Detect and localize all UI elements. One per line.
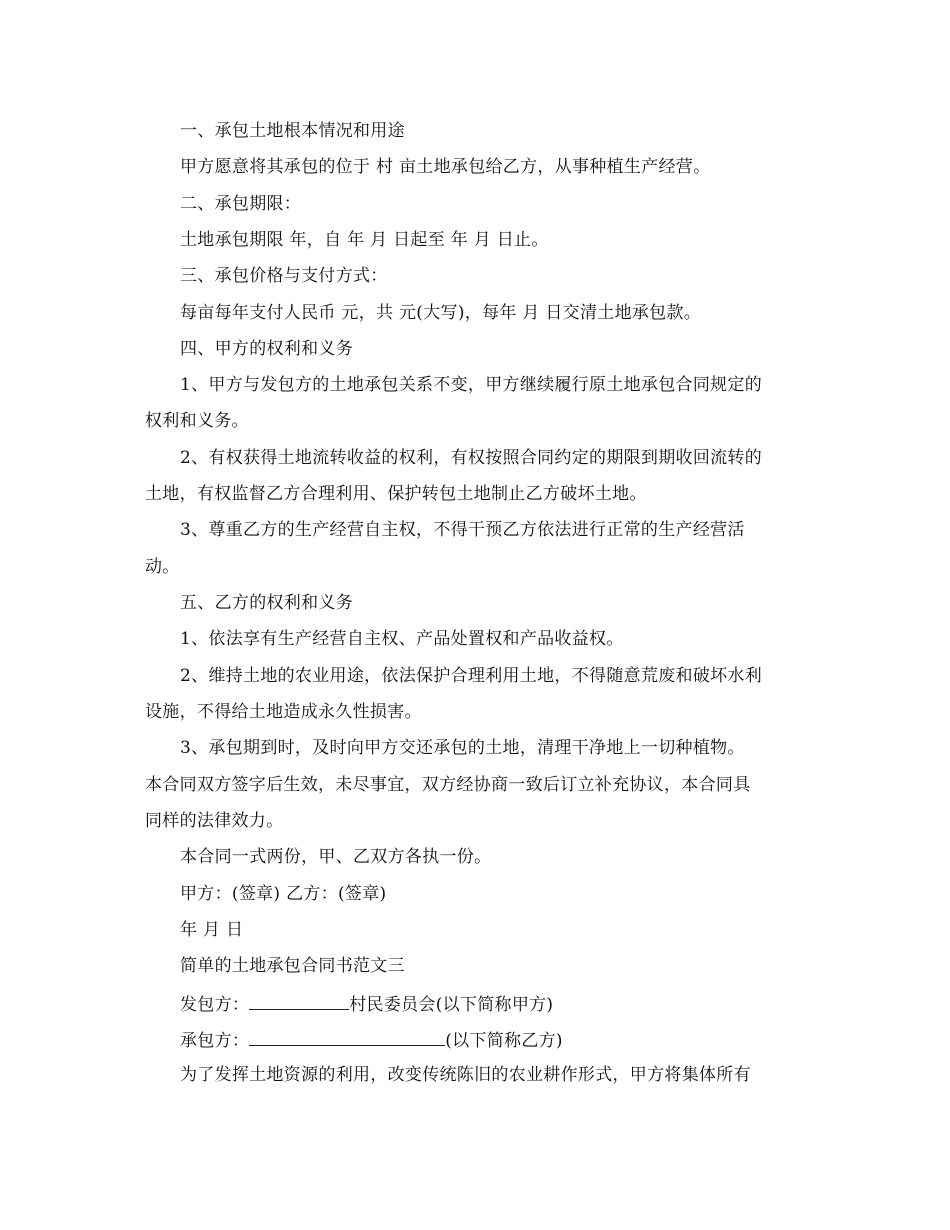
section-heading-2: 二、承包期限： xyxy=(180,194,302,214)
contractor-line xyxy=(0,991,950,1015)
paragraph-line: 2、有权获得土地流转收益的权利，有权按照合同约定的期限到期收回流转的 xyxy=(180,448,763,468)
section-heading-5: 五、乙方的权利和义务 xyxy=(180,593,353,613)
paragraph-line: 土地承包期限 年，自 年 月 日起至 年 月 日止。 xyxy=(180,230,549,250)
contractor-suffix: 村民委员会(以下简称甲方) xyxy=(349,995,554,1015)
contractee-suffix: (以下简称乙方) xyxy=(445,1031,563,1051)
paragraph-line: 权利和义务。 xyxy=(145,411,249,431)
section-heading-3: 三、承包价格与支付方式： xyxy=(180,266,388,286)
paragraph-line: 土地，有权监督乙方合理利用、保护转包土地制止乙方破坏土地。 xyxy=(145,484,647,504)
date-line: 年 月 日 xyxy=(180,920,244,940)
contractee-label: 承包方： xyxy=(180,1031,250,1051)
paragraph-line: 设施，不得给土地造成永久性损害。 xyxy=(145,702,422,722)
section-heading-4: 四、甲方的权利和义务 xyxy=(180,339,353,359)
signature-line: 甲方：(签章) 乙方：(签章) xyxy=(180,884,387,904)
paragraph-line: 本合同一式两份，甲、乙双方各执一份。 xyxy=(180,847,492,867)
paragraph-line: 3、尊重乙方的生产经营自主权，不得干预乙方依法进行正常的生产经营活 xyxy=(180,520,745,540)
paragraph-line: 为了发挥土地资源的利用，改变传统陈旧的农业耕作形式，甲方将集体所有 xyxy=(180,1065,751,1085)
contractor-label: 发包方： xyxy=(180,995,250,1015)
paragraph-line: 甲方愿意将其承包的位于 村 亩土地承包给乙方，从事种植生产经营。 xyxy=(180,157,711,177)
section-heading-1: 一、承包土地根本情况和用途 xyxy=(180,121,405,141)
paragraph-line: 1、甲方与发包方的土地承包关系不变，甲方继续履行原土地承包合同规定的 xyxy=(180,375,763,395)
contractee-line xyxy=(0,1027,950,1051)
paragraph-line: 1、依法享有生产经营自主权、产品处置权和产品收益权。 xyxy=(180,629,624,649)
paragraph-line: 2、维持土地的农业用途，依法保护合理利用土地，不得随意荒废和破坏水利 xyxy=(180,666,763,686)
contractee-blank xyxy=(249,1027,445,1046)
paragraph-line: 3、承包期到时，及时向甲方交还承包的土地，清理干净地上一切种植物。 xyxy=(180,738,745,758)
paragraph-line: 本合同双方签字后生效，未尽事宜，双方经协商一致后订立补充协议，本合同具 xyxy=(145,775,751,795)
document-title: 简单的土地承包合同书范文三 xyxy=(180,956,405,976)
paragraph-line: 动。 xyxy=(145,557,180,577)
paragraph-line: 每亩每年支付人民币 元，共 元(大写)，每年 月 日交清土地承包款。 xyxy=(180,303,702,323)
paragraph-line: 同样的法律效力。 xyxy=(145,811,284,831)
contractor-blank xyxy=(249,991,349,1010)
